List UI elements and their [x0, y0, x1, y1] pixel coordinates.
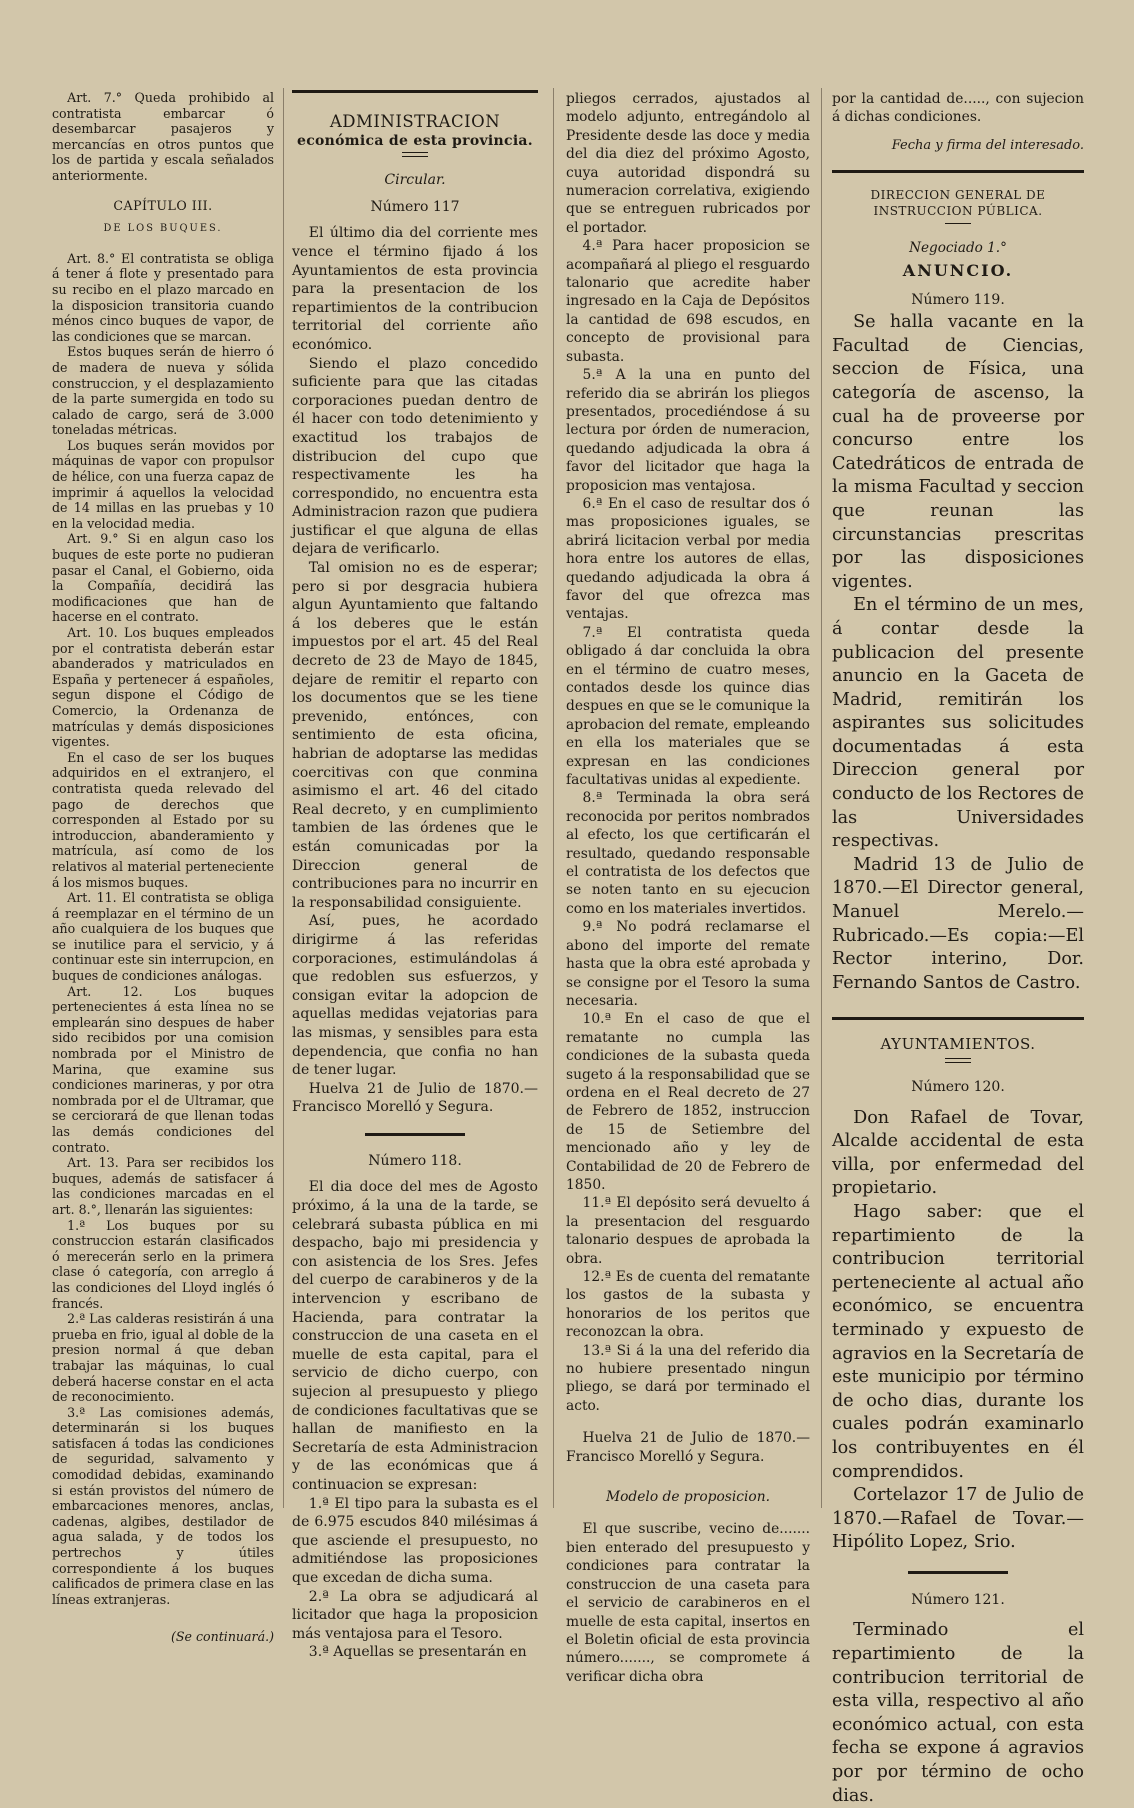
number-121: Número 121. [911, 1591, 1005, 1608]
divider-rule-2 [908, 1571, 1008, 1574]
section-heading: DE LOS BUQUES. [103, 223, 223, 235]
article-13: Art. 13. Para ser recibidos los buques, además de satisfacer á las condiciones marcadas en el art. 8.°, llenarán las siguientes: [52, 1155, 274, 1217]
paragraph-movidos: Los buques serán movidos por máquinas de vapor con propulsor de hélice, con una fuerza capaz de imprimir á aquellos la velocidad de 14 millas en las pruebas y 10 en la velocidad media. [52, 437, 274, 531]
ayuntamiento-paragraph-2: Hago saber: que el repartimiento de la contribucion territorial perteneciente al actual año económico, se encuentra terminado y expuesto de agravios en la Secretaría de este municipio por término de ocho dias, durante los cuales podrán examinarlo los contribuyentes en él comprendidos. [832, 1201, 1084, 1482]
signature-4: Cortelazor 17 de Julio de 1870.—Rafael de Tovar.—Hipólito Lopez, Srio. [832, 1485, 1084, 1553]
anuncio-heading: ANUNCIO. [902, 261, 1014, 280]
subasta-condition-9: 9.ª No podrá reclamarse el abono del importe del remate hasta que la obra esté aprobada y se consigne por el Tesoro la suma necesaria. [566, 919, 810, 1009]
condition-3: 3.ª Las comisiones además, determinarán si los buques satisfacen á todas las condiciones de seguridad, salvamento y comodidad debidas, examinando si están provistos del número de embarcaciones menores, anclas, cadenas, algibes, destilador de agua salada, y de todos los pertrechos y útiles correspondiente á los buques calificados de primera clase en las líneas extranjeras. [52, 1404, 274, 1607]
model-text: El que suscribe, vecino de....... bien enterado del presupuesto y condiciones para contratar la construccion de una caseta para el servicio de carabineros en el muelle de esta capital, insertos en el Boletin oficial de esta provincia número......., se compromete á verificar dicha obra [566, 1521, 810, 1685]
subasta-condition-8: 8.ª Terminada la obra será reconocida por peritos nombrados al efecto, los que certificarán el resultado, quedando responsable el contratista de los defectos que se noten tanto en su ejecucion como en los materiales invertidos. [566, 790, 810, 917]
ayuntamientos-heading: AYUNTAMIENTOS. [880, 1035, 1036, 1054]
ayuntamiento-paragraph-3: Terminado el repartimiento de la contribucion territorial de esta villa, respectivo al año económico actual, con esta fecha se expone á agravios por por término de ocho dias. [832, 1620, 1084, 1806]
subasta-condition-1: 1.ª El tipo para la subasta es el de 6.975 escudos 840 milésimas á que asciende el presupuesto, no admitiéndose las proposiciones que excedan de dicha suma. [292, 1495, 538, 1586]
ayuntamiento-paragraph-1: Don Rafael de Tovar, Alcalde accidental de esta villa, por enfermedad del propietario. [832, 1107, 1084, 1199]
divider-rule [365, 1133, 465, 1136]
signature-1: Huelva 21 de Julio de 1870.—Francisco Morelló y Segura. [292, 1080, 538, 1116]
column-1 [52, 90, 274, 1645]
subasta-condition-4: 4.ª Para hacer proposicion se acompañará al pliego el resguardo talonario que acredite haber ingresado en la Caja de Depósitos la cantidad de 698 escudos, en concepto de provisional para subasta. [566, 238, 810, 365]
article-8: Art. 8.° El contratista se obliga á tener á flote y presentado para su recibo en el plazo marcado en la disposicion transitoria cuando ménos cinco buques de vapor, de las condiciones que se marcan. [52, 250, 274, 344]
circular-paragraph-3: Tal omision no es de esperar; pero si por desgracia hubiera algun Ayuntamiento que faltando á los deberes que le están impuestos por el art. 45 del Real decreto de 23 de Mayo de 1845, dejare de remitir el reparto con los documentos que se les tiene prevenido, entónces, con sentimiento de esta oficina, habrian de adoptarse las medidas coercitivas con que conmina asimismo el art. 46 del citado Real decreto, y en cumplimiento tambien de las órdenes que le están comunicadas por la Direccion general de contribuciones para no incurrir en la responsabilidad consiguiente. [292, 560, 538, 911]
model-continued: por la cantidad de....., con sujecion á dichas condiciones. [832, 91, 1084, 126]
subasta-condition-6: 6.ª En el caso de resultar dos ó mas proposiciones iguales, se abrirá licitacion verbal por media hora entre los autores de ellas, quedando adjudicada la obra á favor del que ofrezca mas ventajas. [566, 495, 810, 623]
short-rule-3 [945, 1058, 971, 1063]
continued-note: (Se continuará.) [170, 1629, 274, 1645]
subasta-condition-5: 5.ª A la una en punto del referido dia se abrirán los pliegos presentados, procediéndose á su lectura por órden de numeracion, quedando adjudicada la obra á favor del licitador que haga la proposicion mas ventajosa. [566, 367, 810, 494]
fecha-firma: Fecha y firma del interesado. [891, 137, 1084, 153]
section-rule-2 [832, 170, 1084, 173]
anuncio-paragraph-1: Se halla vacante en la Facultad de Ciencias, seccion de Física, una categoría de ascenso, la cual ha de proveerse por concurso entre los Catedráticos de entrada de la misma Facultad y seccion que reunan las circunstancias prescritas por las disposiciones vigentes. [832, 312, 1084, 592]
number-119: Número 119. [911, 291, 1005, 308]
subasta-paragraph: El dia doce del mes de Agosto próximo, á la una de la tarde, se celebrará subasta pública en mi despacho, bajo mi presidencia y con asistencia de los Sres. Jefes del cuerpo de carabineros y de la intervencion y escribano de Hacienda, para contratar la construccion de una caseta en el muelle de esta capital, para el servicio de dicho cuerpo, con sujecion al presupuesto y pliego de condiciones facultativas que se hallan de manifiesto en la Secretaría de esta Administracion y de las económicas que á continuacion se expresan: [292, 1179, 538, 1493]
article-11: Art. 11. El contratista se obliga á reemplazar en el término de un año cualquiera de los buques que se inutilice para el servicio, y á continuar este sin interrupcion, en buques de condiciones análogas. [52, 890, 274, 984]
short-rule [402, 152, 428, 157]
number-118: Número 118. [368, 1152, 462, 1169]
subasta-condition-13: 13.ª Si á la una del referido dia no hubiere presentado ningun pliego, se dará por terminado el acto. [566, 1342, 810, 1414]
signature-3: Madrid 13 de Julio de 1870.—El Director general, Manuel Merelo.—Rubricado.—Es copia:—El Rector interino, Dor. Fernando Santos de Castro. [832, 854, 1084, 993]
section-rule-3 [832, 1017, 1084, 1020]
circular-paragraph-1: El último dia del corriente mes vence el término fijado á los Ayuntamientos de esta provincia para la presentacion de los repartimientos de la contribucion territorial del corriente año económico. [292, 225, 538, 353]
column-rule-3 [821, 88, 822, 1508]
direccion-heading: DIRECCION GENERAL DE INSTRUCCION PÚBLICA. [870, 188, 1046, 219]
column-3 [566, 90, 810, 1686]
subasta-condition-3: 3.ª Aquellas se presentarán en [308, 1644, 527, 1661]
circular-paragraph-2: Siendo el plazo concedido suficiente para que las citadas corporaciones puedan dentro de él hacer con todo detenimiento y exactitud los trabajos de distribucion del cupo que respectivamente les ha correspondido, no encuentra esta Administracion razon que pudiera justificar el que alguna de ellas dejara de verificarlo. [292, 355, 538, 558]
chapter-heading: CAPÍTULO III. [113, 197, 213, 213]
subasta-condition-2: 2.ª La obra se adjudicará al licitador que haga la proposicion más ventajosa para el Tesoro. [292, 1588, 538, 1642]
column-2 [292, 90, 538, 1662]
number-120: Número 120. [911, 1079, 1005, 1095]
anuncio-paragraph-2: En el término de un mes, á contar desde la publicacion del presente anuncio en la Gaceta de Madrid, remitirán los aspirantes sus solicitudes documentadas á esta Direccion general por conducto de los Rectores de las Universidades respectivas. [832, 595, 1084, 852]
signature-2: Huelva 21 de Julio de 1870.—Francisco Morelló y Segura. [566, 1430, 810, 1465]
article-9: Art. 9.° Si en algun caso los buques de este porte no pudieran pasar el Canal, el Gobierno, oida la Compañía, decidirá las modificaciones que han de hacerse en el contrato. [52, 531, 274, 625]
negociado-label: Negociado 1.° [909, 240, 1007, 257]
model-heading: Modelo de proposicion. [606, 1489, 770, 1506]
short-rule-2 [945, 223, 971, 224]
circular-label: Circular. [384, 172, 446, 189]
article-12: Art. 12. Los buques pertenecientes á esta línea no se emplearán sino despues de haber sido recibidos por una comision nombrada por el Ministro de Marina, que examine sus condiciones marineras, y por otra nombrada por el de Ultramar, que se cerciorará de que llenan todas las demás condiciones del contrato. [52, 983, 274, 1155]
article-10: Art. 10. Los buques empleados por el contratista deberán estar abanderados y matriculados en España y pertenecer á españoles, segun dispone el Código de Comercio, la Ordenanza de matrículas y demás disposiciones vigentes. [52, 625, 274, 750]
condition-1: 1.ª Los buques por su construccion estarán clasificados ó merecerán serlo en la primera clase ó categoría, con arreglo á las condiciones del Lloyd inglés ó francés. [52, 1217, 274, 1311]
subasta-condition-11: 11.ª El depósito será devuelto á la presentacion del resguardo talonario despues de aprobada la obra. [566, 1195, 810, 1267]
subasta-condition-10: 10.ª En el caso de que el rematante no cumpla las condiciones de la subasta queda sugeto á la responsabilidad que se ordena en el Real decreto de 27 de Febrero de 1852, instruccion de 15 de Setiembre del mencionado año y ley de Contabilidad de 20 de Febrero de 1850. [566, 1011, 810, 1193]
circular-paragraph-4: Así, pues, he acordado dirigirme á las referidas corporaciones, estimulándolas á que redoblen sus esfuerzos, y consigan evitar la adopcion de aquellas medidas vejatorias para las mismas, y sensibles para esta dependencia, que confia no han de tener lugar. [292, 913, 538, 1079]
column-rule-2 [553, 88, 554, 1508]
column-4 [832, 90, 1084, 1808]
paragraph-extranjero: En el caso de ser los buques adquiridos en el extranjero, el contratista queda relevado del pago de derechos que corresponden al Estado por su introduccion, abanderamiento y matrícula, así como de los relativos al material perteneciente á los mismos buques. [52, 749, 274, 890]
paragraph-hierro: Estos buques serán de hierro ó de madera de nueva y sólida construccion, y el desplazamiento de la parte sumergida en todo su calado de cargo, será de 3.000 toneladas métricas. [52, 344, 274, 438]
subasta-condition-12: 12.ª Es de cuenta del rematante los gastos de la subasta y honorarios de los peritos que reconozcan la obra. [566, 1269, 810, 1341]
section-rule [292, 90, 538, 93]
condition-2: 2.ª Las calderas resistirán á una prueba en frio, igual al doble de la presion normal á que deban trabajar las máquinas, lo cual deberá hacerse constar en el acta de reconocimiento. [52, 1311, 274, 1405]
subasta-condition-7: 7.ª El contratista queda obligado á dar concluida la obra en el término de cuatro meses, contados desde los quince dias despues en que se le comunique la aprobacion del remate, empleando en ella los materiales que se expresan en las condiciones facultativas unidas al expediente. [566, 624, 810, 789]
admin-subtitle: económica de esta provincia. [297, 132, 533, 149]
admin-title: ADMINISTRACION [329, 112, 501, 131]
number-117: Número 117 [370, 198, 460, 215]
column-rule-1 [283, 88, 284, 1508]
condition-3-continued: pliegos cerrados, ajustados al modelo adjunto, entregándolo al Presidente desde las doce y media del dia diez del próximo Agosto, cuya autoridad dispondrá su numeracion correlativa, exigiendo que se entreguen rubricados por el portador. [566, 91, 810, 236]
article-7: Art. 7.° Queda prohibido al contratista embarcar ó desembarcar pasajeros y mercancías en otros puntos que los de partida y escala señalados anteriormente. [52, 90, 274, 183]
